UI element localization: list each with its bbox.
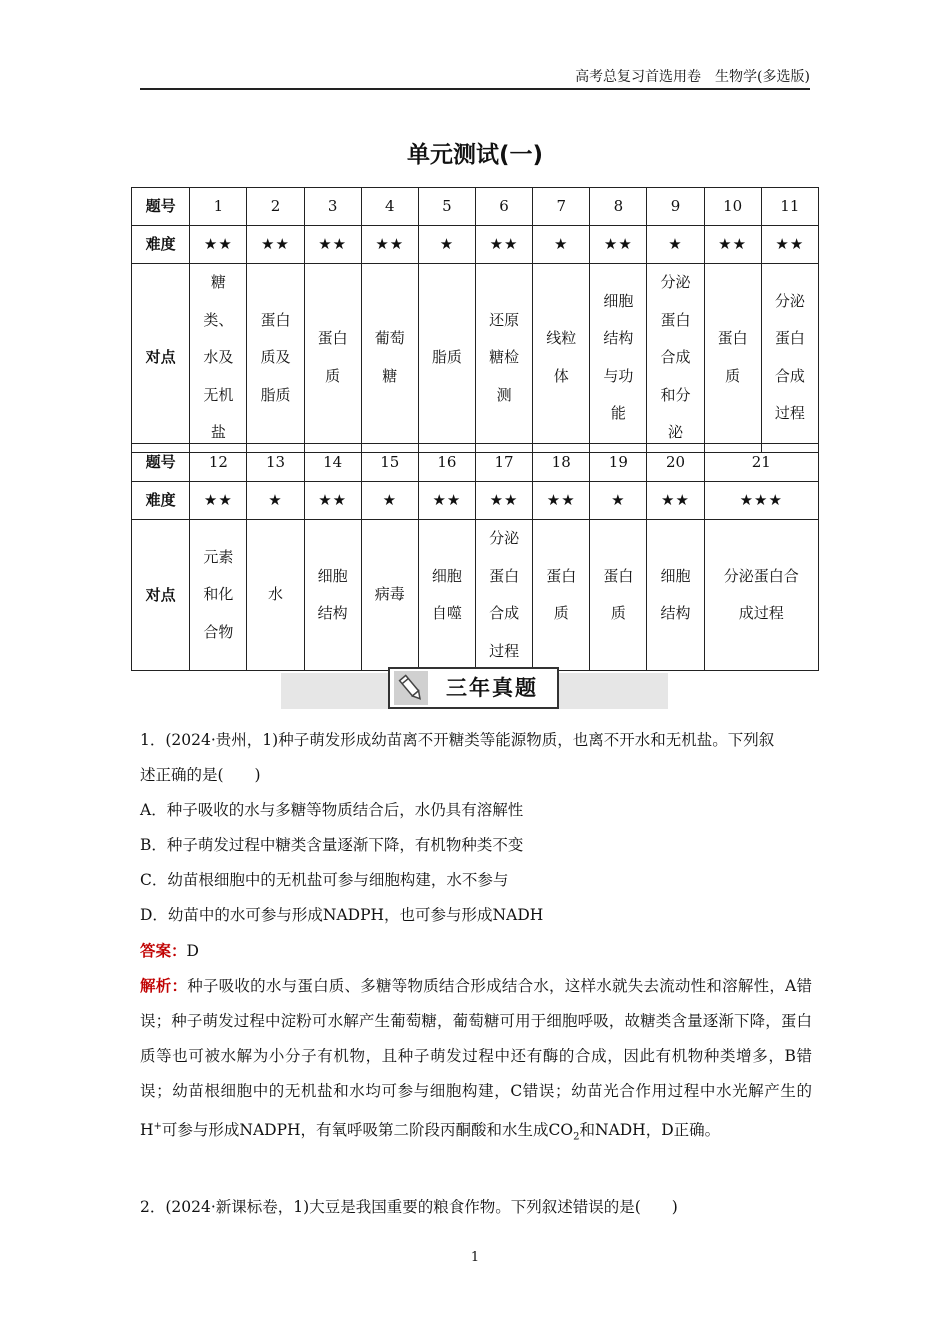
- topic-cell: [761, 264, 818, 453]
- topic-line: 细胞: [660, 566, 691, 585]
- difficulty-stars: ★★: [418, 482, 475, 520]
- section-banner-text: 三年真题: [446, 676, 538, 700]
- explanation-text-1: 种子吸收的水与蛋白质、多糖等物质结合形成结合水，这样水就失去流动性和溶解性，A错误；种子萌发过程中淀粉可水解产生葡萄糖，葡萄糖可用于细胞呼吸，故糖类含量逐渐下降，蛋白质等也可被水解为小分子有机物，且种子萌发过程中还有酶的合成，因此有机物种类增多，B错误；幼苗根细胞中的无机盐和水均可参与细胞构建，C错误；幼苗光合作用过程中水光解产生的H: [140, 977, 812, 1140]
- difficulty-stars: ★: [647, 226, 704, 264]
- question-1-option-d: D．幼苗中的水可参与形成NADPH，也可参与形成NADH: [140, 906, 544, 924]
- question-number: 12: [190, 444, 247, 482]
- topic-line: 成过程: [738, 604, 784, 622]
- topic-cell: [304, 520, 361, 671]
- topic-line: 水: [268, 585, 284, 604]
- question-number: 3: [304, 188, 361, 226]
- topic-line: 细胞: [603, 291, 634, 310]
- difficulty-row: [132, 482, 819, 520]
- question-number: 8: [590, 188, 647, 226]
- question-number: 14: [304, 444, 361, 482]
- topic-cell: [704, 520, 818, 671]
- topic-line: 合成: [489, 604, 520, 622]
- page-title: 单元测试(一): [406, 142, 544, 168]
- question-number: 5: [418, 188, 475, 226]
- topic-line: 过程: [774, 404, 805, 423]
- answer-value: D: [186, 942, 199, 960]
- topic-line: 盐: [210, 423, 226, 441]
- topic-line: 泌: [667, 423, 683, 441]
- question-1-option-b: B．种子萌发过程中糖类含量逐渐下降，有机物种类不变: [140, 836, 524, 854]
- topic-line: 自噬: [431, 604, 462, 622]
- topic-cell: [590, 264, 647, 453]
- question-number: 10: [704, 188, 761, 226]
- topic-cell: [476, 520, 533, 671]
- question-number: 6: [476, 188, 533, 226]
- explanation-text-2: 可参与形成NADPH，有氧呼吸第二阶段丙酮酸和水生成CO: [161, 1121, 574, 1140]
- topic-cell: [361, 264, 418, 453]
- topic-line: 和分: [660, 385, 691, 404]
- section-banner: [281, 673, 668, 709]
- difficulty-stars: ★★: [247, 226, 304, 264]
- topic-line: 质: [553, 604, 569, 622]
- topic-line: 蛋白: [774, 329, 805, 348]
- difficulty-stars: ★★: [304, 482, 361, 520]
- topic-line: 质: [325, 366, 341, 385]
- difficulty-stars: ★★: [190, 226, 247, 264]
- topic-line: 蛋白: [546, 566, 577, 585]
- topic-line: 与功: [603, 366, 634, 385]
- section-banner-box: [388, 667, 559, 709]
- topic-line: 合成: [774, 366, 805, 385]
- difficulty-stars: ★★: [647, 482, 704, 520]
- topic-line: 质: [610, 604, 626, 622]
- topic-line: 葡萄: [374, 329, 405, 348]
- difficulty-stars: ★: [533, 226, 590, 264]
- question-number: 15: [361, 444, 418, 482]
- topic-line: 蛋白: [660, 310, 691, 329]
- topic-line: 蛋白: [489, 566, 520, 585]
- difficulty-stars: ★★: [590, 226, 647, 264]
- topic-line: 无机: [203, 385, 234, 404]
- topic-line: 合成: [660, 348, 691, 366]
- difficulty-stars: ★★: [190, 482, 247, 520]
- topic-line: 结构: [660, 604, 691, 622]
- topic-cell: [190, 520, 247, 671]
- difficulty-stars: ★: [590, 482, 647, 520]
- topic-line: 分泌: [660, 273, 691, 291]
- question-number: 19: [590, 444, 647, 482]
- topic-line: 过程: [489, 641, 520, 660]
- question-number: 4: [361, 188, 418, 226]
- topic-line: 分泌: [489, 529, 520, 547]
- difficulty-stars: ★★: [761, 226, 818, 264]
- topic-line: 蛋白: [603, 566, 634, 585]
- explanation-sub: 2: [573, 1131, 580, 1143]
- topic-cell: [704, 264, 761, 453]
- row-label-difficulty: 难度: [132, 482, 190, 520]
- topic-cell: [247, 264, 304, 453]
- question-number: 11: [761, 188, 818, 226]
- question-number: 20: [647, 444, 704, 482]
- topic-cell: [304, 264, 361, 453]
- row-label-difficulty: 难度: [132, 226, 190, 264]
- topic-line: 能: [610, 404, 626, 423]
- page-header: 高考总复习首选用卷 生物学(多选版): [140, 66, 810, 90]
- question-1-stem-line1: 1．(2024·贵州，1)种子萌发形成幼苗离不开糖类等能源物质，也离不开水和无机盐。下列叙: [140, 731, 775, 749]
- topic-line: 元素: [203, 547, 234, 566]
- question-1-stem: [140, 723, 812, 969]
- topic-row: [132, 264, 819, 453]
- topic-line: 分泌蛋白合: [723, 566, 799, 585]
- question-1-option-c: C．幼苗根细胞中的无机盐可参与细胞构建，水不参与: [140, 871, 509, 889]
- topic-line: 水及: [203, 348, 234, 366]
- row-label-number: 题号: [132, 188, 190, 226]
- topic-line: 质: [725, 366, 741, 385]
- difficulty-stars: ★★: [533, 482, 590, 520]
- question-1-explanation: [140, 968, 812, 1154]
- topic-line: 结构: [317, 604, 348, 622]
- number-row: [132, 188, 819, 226]
- number-row: [132, 444, 819, 482]
- topic-cell: [590, 520, 647, 671]
- question-number: 21: [704, 444, 818, 482]
- difficulty-table-2: [131, 443, 819, 671]
- explanation-sup: +: [153, 1121, 162, 1132]
- topic-line: 蛋白: [260, 310, 291, 329]
- difficulty-stars: ★★: [304, 226, 361, 264]
- question-2-stem: 2．(2024·新课标卷，1)大豆是我国重要的粮食作物。下列叙述错误的是( ): [140, 1198, 678, 1216]
- question-number: 16: [418, 444, 475, 482]
- difficulty-stars: ★: [361, 482, 418, 520]
- question-number: 7: [533, 188, 590, 226]
- topic-line: 分泌: [774, 291, 805, 310]
- topic-line: 蛋白: [717, 329, 748, 348]
- topic-line: 细胞: [317, 566, 348, 585]
- topic-line: 糖: [382, 366, 398, 385]
- topic-line: 和化: [203, 585, 234, 604]
- question-number: 18: [533, 444, 590, 482]
- answer-label: 答案：: [140, 941, 187, 960]
- row-label-topic: 对点: [132, 264, 190, 453]
- question-number: 9: [647, 188, 704, 226]
- topic-line: 质及: [260, 348, 291, 366]
- difficulty-stars: ★★: [361, 226, 418, 264]
- topic-cell: [647, 520, 704, 671]
- topic-cell: [418, 264, 475, 453]
- difficulty-stars: ★: [418, 226, 475, 264]
- row-label-number: 题号: [132, 444, 190, 482]
- pencil-icon: [394, 671, 428, 705]
- topic-row: [132, 520, 819, 671]
- topic-line: 细胞: [431, 566, 462, 585]
- row-label-topic: 对点: [132, 520, 190, 671]
- topic-line: 线粒: [546, 329, 577, 348]
- topic-cell: [533, 520, 590, 671]
- topic-line: 病毒: [374, 585, 405, 604]
- topic-cell: [190, 264, 247, 453]
- explanation-text-3: 和NADH，D正确。: [579, 1121, 721, 1140]
- topic-line: 脂质: [260, 385, 291, 404]
- difficulty-row: [132, 226, 819, 264]
- question-number: 1: [190, 188, 247, 226]
- topic-cell: [533, 264, 590, 453]
- topic-cell: [647, 264, 704, 453]
- topic-cell: [476, 264, 533, 453]
- topic-line: 测: [496, 385, 512, 404]
- difficulty-stars: ★: [247, 482, 304, 520]
- topic-line: 蛋白: [317, 329, 348, 348]
- topic-line: 糖检: [489, 348, 520, 366]
- topic-line: 类、: [203, 310, 234, 329]
- difficulty-stars: ★★★: [704, 482, 818, 520]
- topic-line: 脂质: [431, 348, 462, 366]
- topic-cell: [361, 520, 418, 671]
- question-number: 17: [476, 444, 533, 482]
- question-number: 2: [247, 188, 304, 226]
- difficulty-stars: ★★: [704, 226, 761, 264]
- explanation-label: 解析：: [140, 976, 188, 995]
- page-number: 1: [470, 1250, 480, 1265]
- topic-cell: [418, 520, 475, 671]
- topic-cell: [247, 520, 304, 671]
- question-1-option-a: A．种子吸收的水与多糖等物质结合后，水仍具有溶解性: [140, 801, 524, 819]
- question-1-answer: [140, 933, 812, 969]
- difficulty-stars: ★★: [476, 226, 533, 264]
- question-1-stem-line2: 述正确的是( ): [140, 766, 261, 784]
- topic-line: 结构: [603, 329, 634, 348]
- difficulty-table-1: [131, 187, 819, 453]
- question-number: 13: [247, 444, 304, 482]
- topic-line: 体: [553, 366, 569, 385]
- topic-line: 糖: [210, 273, 226, 291]
- topic-line: 合物: [203, 622, 234, 641]
- topic-line: 还原: [489, 310, 520, 329]
- difficulty-stars: ★★: [476, 482, 533, 520]
